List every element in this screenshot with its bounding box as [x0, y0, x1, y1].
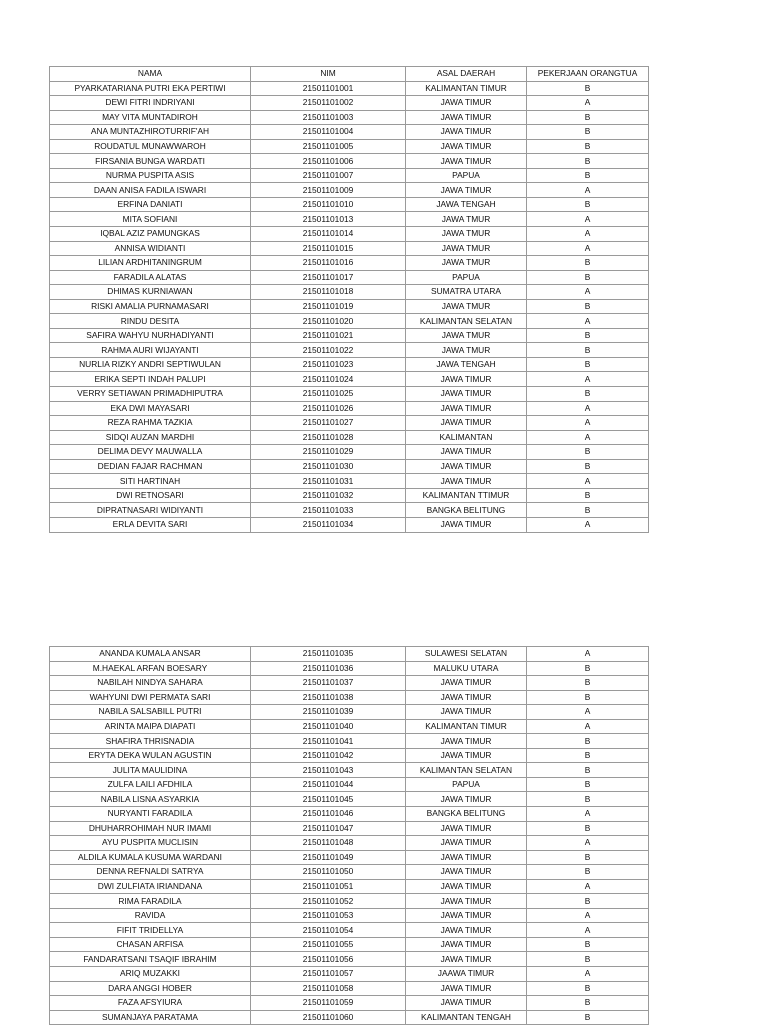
cell-nama: NURMA PUSPITA ASIS — [50, 168, 251, 183]
cell-pekerjaan-orangtua: A — [527, 241, 649, 256]
table-row — [50, 807, 649, 822]
cell-pekerjaan-orangtua: B — [527, 256, 649, 271]
cell-asal-daerah: JAWA TMUR — [406, 299, 527, 314]
cell-nama: FANDARATSANI TSAQIF IBRAHIM — [50, 952, 251, 967]
cell-nim: 21501101048 — [251, 836, 406, 851]
cell-pekerjaan-orangtua: B — [527, 125, 649, 140]
cell-nama: CHASAN ARFISA — [50, 937, 251, 952]
table-row — [50, 139, 649, 154]
cell-asal-daerah: SUMATRA UTARA — [406, 285, 527, 300]
cell-pekerjaan-orangtua: A — [527, 314, 649, 329]
cell-pekerjaan-orangtua: A — [527, 183, 649, 198]
cell-pekerjaan-orangtua: A — [527, 474, 649, 489]
cell-nim: 21501101046 — [251, 807, 406, 822]
cell-asal-daerah: PAPUA — [406, 777, 527, 792]
table-row — [50, 996, 649, 1011]
cell-asal-daerah: JAWA TIMUR — [406, 981, 527, 996]
cell-asal-daerah: JAWA TIMUR — [406, 96, 527, 111]
cell-nama: DHUHARROHIMAH NUR IMAMI — [50, 821, 251, 836]
cell-asal-daerah: JAWA TIMUR — [406, 705, 527, 720]
cell-asal-daerah: JAWA TIMUR — [406, 154, 527, 169]
cell-nama: DEDIAN FAJAR RACHMAN — [50, 459, 251, 474]
cell-nim: 21501101003 — [251, 110, 406, 125]
cell-pekerjaan-orangtua: A — [527, 416, 649, 431]
table-row — [50, 227, 649, 242]
header-nim: NIM — [251, 67, 406, 82]
cell-nim: 21501101049 — [251, 850, 406, 865]
cell-nama: REZA RAHMA TAZKIA — [50, 416, 251, 431]
cell-pekerjaan-orangtua: A — [527, 401, 649, 416]
cell-asal-daerah: JAWA TIMUR — [406, 821, 527, 836]
cell-asal-daerah: JAWA TMUR — [406, 241, 527, 256]
cell-nim: 21501101055 — [251, 937, 406, 952]
table-row — [50, 705, 649, 720]
cell-pekerjaan-orangtua: B — [527, 996, 649, 1011]
cell-asal-daerah: JAWA TIMUR — [406, 183, 527, 198]
cell-pekerjaan-orangtua: B — [527, 748, 649, 763]
cell-asal-daerah: JAWA TMUR — [406, 328, 527, 343]
cell-nama: SIDQI AUZAN MARDHI — [50, 430, 251, 445]
cell-nama: M.HAEKAL ARFAN BOESARY — [50, 661, 251, 676]
cell-nim: 21501101053 — [251, 908, 406, 923]
table-row — [50, 416, 649, 431]
cell-nim: 21501101018 — [251, 285, 406, 300]
cell-nim: 21501101057 — [251, 967, 406, 982]
cell-nama: WAHYUNI DWI PERMATA SARI — [50, 690, 251, 705]
student-table-2-body — [50, 647, 649, 1025]
cell-nim: 21501101023 — [251, 357, 406, 372]
cell-nama: DELIMA DEVY MAUWALLA — [50, 445, 251, 460]
cell-pekerjaan-orangtua: B — [527, 154, 649, 169]
cell-pekerjaan-orangtua: B — [527, 445, 649, 460]
cell-nama: ERYTA DEKA WULAN AGUSTIN — [50, 748, 251, 763]
cell-nama: DEWI FITRI INDRIYANI — [50, 96, 251, 111]
cell-pekerjaan-orangtua: B — [527, 343, 649, 358]
cell-nama: ANA MUNTAZHIROTURRIF'AH — [50, 125, 251, 140]
cell-asal-daerah: KALIMANTAN SELATAN — [406, 314, 527, 329]
student-table-2 — [49, 646, 649, 1025]
table-row — [50, 401, 649, 416]
cell-nama: NABILA LISNA ASYARKIA — [50, 792, 251, 807]
cell-pekerjaan-orangtua: B — [527, 299, 649, 314]
table-row — [50, 967, 649, 982]
table-row — [50, 719, 649, 734]
cell-asal-daerah: JAWA TIMUR — [406, 865, 527, 880]
cell-nim: 21501101050 — [251, 865, 406, 880]
cell-asal-daerah: JAWA TMUR — [406, 343, 527, 358]
cell-nama: DAAN ANISA FADILA ISWARI — [50, 183, 251, 198]
cell-nama: RAHMA AURI WIJAYANTI — [50, 343, 251, 358]
cell-asal-daerah: PAPUA — [406, 168, 527, 183]
cell-pekerjaan-orangtua: B — [527, 197, 649, 212]
cell-nama: RIMA FARADILA — [50, 894, 251, 909]
cell-nama: EKA DWI MAYASARI — [50, 401, 251, 416]
cell-nim: 21501101044 — [251, 777, 406, 792]
cell-pekerjaan-orangtua: B — [527, 690, 649, 705]
table-row — [50, 908, 649, 923]
cell-nama: VERRY SETIAWAN PRIMADHIPUTRA — [50, 387, 251, 402]
cell-nim: 21501101019 — [251, 299, 406, 314]
cell-pekerjaan-orangtua: B — [527, 850, 649, 865]
cell-asal-daerah: JAWA TIMUR — [406, 474, 527, 489]
table-row — [50, 952, 649, 967]
table-row — [50, 981, 649, 996]
table-row — [50, 430, 649, 445]
cell-nim: 21501101004 — [251, 125, 406, 140]
cell-asal-daerah: JAWA TIMUR — [406, 923, 527, 938]
cell-nim: 21501101058 — [251, 981, 406, 996]
cell-nama: ANANDA KUMALA ANSAR — [50, 647, 251, 662]
cell-nama: PYARKATARIANA PUTRI EKA PERTIWI — [50, 81, 251, 96]
table-row — [50, 676, 649, 691]
cell-pekerjaan-orangtua: A — [527, 879, 649, 894]
cell-nim: 21501101059 — [251, 996, 406, 1011]
cell-pekerjaan-orangtua: A — [527, 285, 649, 300]
table-row — [50, 197, 649, 212]
table-row — [50, 777, 649, 792]
cell-pekerjaan-orangtua: A — [527, 923, 649, 938]
cell-nim: 21501101045 — [251, 792, 406, 807]
table-row — [50, 168, 649, 183]
cell-asal-daerah: BANGKA BELITUNG — [406, 807, 527, 822]
table-row — [50, 661, 649, 676]
cell-pekerjaan-orangtua: B — [527, 937, 649, 952]
cell-asal-daerah: JAWA TIMUR — [406, 445, 527, 460]
cell-asal-daerah: KALIMANTAN TIMUR — [406, 81, 527, 96]
cell-nama: FIRSANIA BUNGA WARDATI — [50, 154, 251, 169]
cell-pekerjaan-orangtua: B — [527, 387, 649, 402]
cell-nama: ALDILA KUMALA KUSUMA WARDANI — [50, 850, 251, 865]
table-row — [50, 110, 649, 125]
cell-pekerjaan-orangtua: B — [527, 270, 649, 285]
cell-nim: 21501101038 — [251, 690, 406, 705]
cell-asal-daerah: JAWA TMUR — [406, 256, 527, 271]
cell-nim: 21501101036 — [251, 661, 406, 676]
cell-nama: NURLIA RIZKY ANDRI SEPTIWULAN — [50, 357, 251, 372]
cell-nim: 21501101021 — [251, 328, 406, 343]
table-row — [50, 821, 649, 836]
table-row — [50, 241, 649, 256]
cell-nama: MAY VITA MUNTADIROH — [50, 110, 251, 125]
cell-pekerjaan-orangtua: B — [527, 459, 649, 474]
cell-nim: 21501101030 — [251, 459, 406, 474]
cell-nim: 21501101001 — [251, 81, 406, 96]
cell-nama: DWI ZULFIATA IRIANDANA — [50, 879, 251, 894]
cell-nama: FAZA AFSYIURA — [50, 996, 251, 1011]
cell-pekerjaan-orangtua: B — [527, 81, 649, 96]
cell-nim: 21501101040 — [251, 719, 406, 734]
table-row — [50, 879, 649, 894]
cell-nama: NABILAH NINDYA SAHARA — [50, 676, 251, 691]
cell-nim: 21501101031 — [251, 474, 406, 489]
cell-nama: NURYANTI FARADILA — [50, 807, 251, 822]
cell-nim: 21501101032 — [251, 488, 406, 503]
table-row — [50, 183, 649, 198]
header-pekerjaan-orangtua: PEKERJAAN ORANGTUA — [527, 67, 649, 82]
table-row — [50, 328, 649, 343]
table-row — [50, 474, 649, 489]
cell-pekerjaan-orangtua: A — [527, 372, 649, 387]
table-row — [50, 357, 649, 372]
cell-pekerjaan-orangtua: A — [527, 430, 649, 445]
cell-pekerjaan-orangtua: B — [527, 952, 649, 967]
table-row — [50, 488, 649, 503]
cell-pekerjaan-orangtua: A — [527, 212, 649, 227]
cell-asal-daerah: JAWA TIMUR — [406, 676, 527, 691]
cell-nama: NABILA SALSABILL PUTRI — [50, 705, 251, 720]
cell-nim: 21501101013 — [251, 212, 406, 227]
cell-pekerjaan-orangtua: B — [527, 328, 649, 343]
table-row — [50, 299, 649, 314]
table-row — [50, 503, 649, 518]
cell-asal-daerah: JAWA TIMUR — [406, 996, 527, 1011]
cell-nim: 21501101034 — [251, 517, 406, 532]
table-row — [50, 690, 649, 705]
cell-asal-daerah: PAPUA — [406, 270, 527, 285]
table-row — [50, 459, 649, 474]
cell-asal-daerah: JAWA TIMUR — [406, 792, 527, 807]
cell-asal-daerah: JAWA TENGAH — [406, 357, 527, 372]
cell-pekerjaan-orangtua: A — [527, 908, 649, 923]
cell-asal-daerah: JAWA TIMUR — [406, 894, 527, 909]
cell-nama: RISKI AMALIA PURNAMASARI — [50, 299, 251, 314]
cell-asal-daerah: KALIMANTAN TTIMUR — [406, 488, 527, 503]
cell-nama: ERLA DEVITA SARI — [50, 517, 251, 532]
cell-nim: 21501101015 — [251, 241, 406, 256]
cell-asal-daerah: JAWA TIMUR — [406, 952, 527, 967]
table-row — [50, 372, 649, 387]
cell-asal-daerah: JAWA TIMUR — [406, 517, 527, 532]
cell-asal-daerah: JAWA TIMUR — [406, 110, 527, 125]
table-row — [50, 387, 649, 402]
table-row — [50, 923, 649, 938]
cell-pekerjaan-orangtua: B — [527, 894, 649, 909]
cell-nama: FARADILA ALATAS — [50, 270, 251, 285]
cell-nim: 21501101052 — [251, 894, 406, 909]
cell-nim: 21501101020 — [251, 314, 406, 329]
cell-asal-daerah: JAWA TIMUR — [406, 879, 527, 894]
cell-nim: 21501101025 — [251, 387, 406, 402]
table-row — [50, 445, 649, 460]
cell-pekerjaan-orangtua: B — [527, 821, 649, 836]
cell-nama: AYU PUSPITA MUCLISIN — [50, 836, 251, 851]
cell-nim: 21501101043 — [251, 763, 406, 778]
cell-nama: DHIMAS KURNIAWAN — [50, 285, 251, 300]
cell-pekerjaan-orangtua: B — [527, 357, 649, 372]
table-row — [50, 81, 649, 96]
cell-asal-daerah: JAWA TIMUR — [406, 416, 527, 431]
table-row — [50, 647, 649, 662]
cell-pekerjaan-orangtua: B — [527, 865, 649, 880]
header-nama: NAMA — [50, 67, 251, 82]
table-row — [50, 937, 649, 952]
cell-nim: 21501101014 — [251, 227, 406, 242]
cell-nim: 21501101060 — [251, 1010, 406, 1025]
cell-asal-daerah: KALIMANTAN TIMUR — [406, 719, 527, 734]
cell-nama: ARIQ MUZAKKI — [50, 967, 251, 982]
cell-nim: 21501101029 — [251, 445, 406, 460]
table-row — [50, 850, 649, 865]
cell-nama: IQBAL AZIZ PAMUNGKAS — [50, 227, 251, 242]
cell-nim: 21501101056 — [251, 952, 406, 967]
cell-pekerjaan-orangtua: A — [527, 719, 649, 734]
cell-nama: DARA ANGGI HOBER — [50, 981, 251, 996]
cell-nama: RINDU DESITA — [50, 314, 251, 329]
table-row — [50, 748, 649, 763]
cell-pekerjaan-orangtua: A — [527, 967, 649, 982]
cell-pekerjaan-orangtua: B — [527, 110, 649, 125]
cell-nama: ERIKA SEPTI INDAH PALUPI — [50, 372, 251, 387]
cell-pekerjaan-orangtua: A — [527, 227, 649, 242]
cell-pekerjaan-orangtua: B — [527, 1010, 649, 1025]
cell-nama: ERFINA DANIATI — [50, 197, 251, 212]
cell-nim: 21501101010 — [251, 197, 406, 212]
table-row — [50, 894, 649, 909]
cell-pekerjaan-orangtua: A — [527, 517, 649, 532]
table-row — [50, 734, 649, 749]
cell-pekerjaan-orangtua: A — [527, 96, 649, 111]
student-table-1 — [49, 66, 649, 533]
table-row — [50, 212, 649, 227]
cell-asal-daerah: JAWA TMUR — [406, 212, 527, 227]
cell-nama: SITI HARTINAH — [50, 474, 251, 489]
header-row — [50, 67, 649, 82]
cell-pekerjaan-orangtua: B — [527, 763, 649, 778]
table-row — [50, 125, 649, 140]
cell-nim: 21501101009 — [251, 183, 406, 198]
cell-nim: 21501101022 — [251, 343, 406, 358]
table-row — [50, 314, 649, 329]
cell-nama: DWI RETNOSARI — [50, 488, 251, 503]
cell-asal-daerah: JAWA TIMUR — [406, 734, 527, 749]
cell-asal-daerah: JAWA TIMUR — [406, 690, 527, 705]
cell-asal-daerah: JAWA TIMUR — [406, 937, 527, 952]
cell-nama: MITA SOFIANI — [50, 212, 251, 227]
cell-asal-daerah: BANGKA BELITUNG — [406, 503, 527, 518]
cell-nama: DIPRATNASARI WIDIYANTI — [50, 503, 251, 518]
table-row — [50, 763, 649, 778]
cell-asal-daerah: JAWA TIMUR — [406, 748, 527, 763]
cell-pekerjaan-orangtua: B — [527, 792, 649, 807]
cell-nim: 21501101037 — [251, 676, 406, 691]
table-row — [50, 343, 649, 358]
table-row — [50, 256, 649, 271]
cell-nama: SAFIRA WAHYU NURHADIYANTI — [50, 328, 251, 343]
cell-nim: 21501101051 — [251, 879, 406, 894]
cell-asal-daerah: KALIMANTAN TENGAH — [406, 1010, 527, 1025]
table-row — [50, 1010, 649, 1025]
cell-asal-daerah: SULAWESI SELATAN — [406, 647, 527, 662]
table-row — [50, 285, 649, 300]
cell-nama: SHAFIRA THRISNADIA — [50, 734, 251, 749]
cell-nim: 21501101016 — [251, 256, 406, 271]
cell-asal-daerah: MALUKU UTARA — [406, 661, 527, 676]
table-row — [50, 836, 649, 851]
cell-asal-daerah: JAWA TIMUR — [406, 372, 527, 387]
cell-asal-daerah: KALIMANTAN SELATAN — [406, 763, 527, 778]
cell-pekerjaan-orangtua: A — [527, 705, 649, 720]
cell-nama: ANNISA WIDIANTI — [50, 241, 251, 256]
cell-pekerjaan-orangtua: B — [527, 139, 649, 154]
cell-asal-daerah: JAWA TIMUR — [406, 850, 527, 865]
cell-nim: 21501101006 — [251, 154, 406, 169]
cell-nama: RAVIDA — [50, 908, 251, 923]
cell-pekerjaan-orangtua: B — [527, 168, 649, 183]
cell-pekerjaan-orangtua: B — [527, 503, 649, 518]
cell-nim: 21501101005 — [251, 139, 406, 154]
cell-pekerjaan-orangtua: B — [527, 661, 649, 676]
cell-nim: 21501101026 — [251, 401, 406, 416]
cell-nim: 21501101033 — [251, 503, 406, 518]
cell-nama: ARINTA MAIPA DIAPATI — [50, 719, 251, 734]
student-table-1-body — [50, 67, 649, 533]
cell-pekerjaan-orangtua: A — [527, 836, 649, 851]
cell-nim: 21501101007 — [251, 168, 406, 183]
cell-nim: 21501101047 — [251, 821, 406, 836]
table-row — [50, 792, 649, 807]
cell-asal-daerah: JAWA TIMUR — [406, 401, 527, 416]
cell-nim: 21501101035 — [251, 647, 406, 662]
cell-nim: 21501101039 — [251, 705, 406, 720]
cell-pekerjaan-orangtua: B — [527, 676, 649, 691]
cell-pekerjaan-orangtua: B — [527, 488, 649, 503]
cell-pekerjaan-orangtua: A — [527, 647, 649, 662]
cell-asal-daerah: JAWA TIMUR — [406, 908, 527, 923]
cell-nim: 21501101041 — [251, 734, 406, 749]
cell-pekerjaan-orangtua: B — [527, 734, 649, 749]
cell-nama: ZULFA LAILI AFDHILA — [50, 777, 251, 792]
cell-asal-daerah: JAWA TENGAH — [406, 197, 527, 212]
cell-nim: 21501101017 — [251, 270, 406, 285]
cell-nim: 21501101027 — [251, 416, 406, 431]
cell-nama: JULITA MAULIDINA — [50, 763, 251, 778]
cell-pekerjaan-orangtua: A — [527, 807, 649, 822]
cell-asal-daerah: JAWA TIMUR — [406, 125, 527, 140]
cell-asal-daerah: JAWA TIMUR — [406, 139, 527, 154]
cell-nim: 21501101054 — [251, 923, 406, 938]
cell-nim: 21501101002 — [251, 96, 406, 111]
cell-asal-daerah: KALIMANTAN — [406, 430, 527, 445]
table-row — [50, 154, 649, 169]
cell-nama: SUMANJAYA PARATAMA — [50, 1010, 251, 1025]
cell-nama: ROUDATUL MUNAWWAROH — [50, 139, 251, 154]
cell-asal-daerah: JAWA TIMUR — [406, 387, 527, 402]
cell-nama: DENNA REFNALDI SATRYA — [50, 865, 251, 880]
cell-asal-daerah: JAWA TIMUR — [406, 836, 527, 851]
cell-asal-daerah: JAWA TIMUR — [406, 459, 527, 474]
table-row — [50, 96, 649, 111]
table-row — [50, 517, 649, 532]
table-row — [50, 270, 649, 285]
cell-pekerjaan-orangtua: B — [527, 981, 649, 996]
cell-nim: 21501101042 — [251, 748, 406, 763]
cell-asal-daerah: JAWA TMUR — [406, 227, 527, 242]
cell-nim: 21501101024 — [251, 372, 406, 387]
cell-nim: 21501101028 — [251, 430, 406, 445]
cell-asal-daerah: JAAWA TIMUR — [406, 967, 527, 982]
cell-nama: FIFIT TRIDELLYA — [50, 923, 251, 938]
cell-nama: LILIAN ARDHITANINGRUM — [50, 256, 251, 271]
table-row — [50, 865, 649, 880]
header-asal-daerah: ASAL DAERAH — [406, 67, 527, 82]
cell-pekerjaan-orangtua: B — [527, 777, 649, 792]
